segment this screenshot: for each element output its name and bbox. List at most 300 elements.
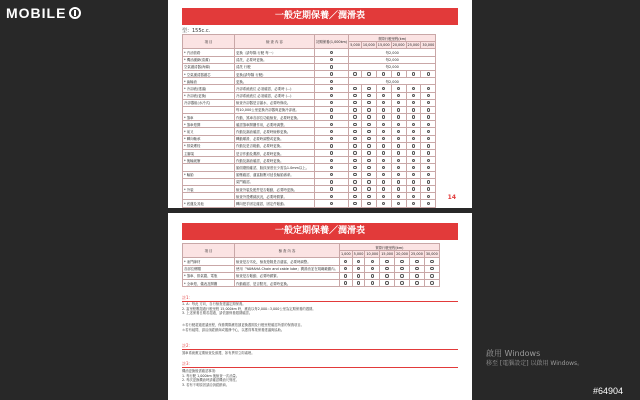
row-item: * 煞車、排氣閥、電瓶 <box>183 272 235 279</box>
check-circle-icon <box>371 274 374 277</box>
schedule-cell <box>421 99 436 106</box>
check-circle-icon <box>427 159 430 162</box>
check-circle-icon <box>330 180 333 183</box>
schedule-cell <box>361 157 376 164</box>
first-service-cell <box>315 70 349 77</box>
note3-line: 3. 若有不明原因請洽詢經銷商。 <box>182 382 230 387</box>
check-circle-icon <box>367 151 370 154</box>
schedule-cell <box>349 150 362 157</box>
row-item <box>183 164 235 171</box>
schedule-cell <box>424 272 439 279</box>
row-item: 各部位螺帽 <box>183 265 235 272</box>
check-circle-icon <box>382 94 385 97</box>
schedule-cell <box>421 128 436 135</box>
check-circle-icon <box>367 108 370 111</box>
check-circle-icon <box>397 137 400 140</box>
check-circle-icon <box>427 151 430 154</box>
schedule-cell <box>349 200 362 207</box>
check-circle-icon <box>353 94 356 97</box>
first-service-cell <box>315 150 349 157</box>
row-description: 更換。 <box>235 78 315 85</box>
row-item: * 冷卻液(建議) <box>183 85 235 92</box>
schedule-cell <box>352 272 365 279</box>
schedule-cell <box>376 128 391 135</box>
schedule-cell <box>361 128 376 135</box>
schedule-cell <box>391 185 406 192</box>
schedule-cell <box>380 279 395 286</box>
check-circle-icon <box>330 173 333 176</box>
table-row <box>183 258 440 265</box>
schedule-cell <box>391 193 406 200</box>
header-mileage: 10,000 <box>362 43 375 48</box>
check-circle-icon <box>330 195 333 198</box>
schedule-cell <box>339 265 352 272</box>
row-item: 主腳架 <box>183 150 235 157</box>
table-row <box>183 200 436 207</box>
check-circle-icon <box>357 260 360 263</box>
check-circle-icon <box>357 267 360 270</box>
first-service-cell <box>315 49 349 56</box>
check-circle-icon <box>353 173 356 176</box>
note3-body <box>182 369 458 387</box>
schedule-cell <box>421 200 436 207</box>
check-circle-icon <box>397 115 400 118</box>
table-row <box>183 178 436 185</box>
schedule-cell <box>421 171 436 178</box>
check-circle-icon <box>397 144 400 147</box>
table-row <box>183 279 440 286</box>
schedule-cell <box>421 178 436 185</box>
check-circle-icon <box>412 180 415 183</box>
check-circle-icon <box>382 180 385 183</box>
check-circle-icon <box>415 260 418 263</box>
check-circle-icon <box>353 144 356 147</box>
table-row <box>183 150 436 157</box>
table-row <box>183 135 436 142</box>
manual-page-15 <box>168 213 472 400</box>
table-row <box>183 193 436 200</box>
schedule-cell <box>349 70 362 77</box>
windows-activation-watermark: 啟用 Windows 移至 [電腦設定] 以啟用 Windows。 <box>486 349 584 367</box>
row-description: 作動及是否鬆動，必要時更換。 <box>235 142 315 149</box>
first-service-cell <box>315 106 349 113</box>
check-circle-icon <box>353 195 356 198</box>
schedule-cell <box>421 150 436 157</box>
first-service-cell <box>315 121 349 128</box>
row-item: * 齒輪油 <box>183 78 235 85</box>
schedule-cell <box>424 265 439 272</box>
row-item: * 機油濾網(清潔) <box>183 56 235 63</box>
check-circle-icon <box>427 115 430 118</box>
table-row <box>183 92 436 99</box>
check-circle-icon <box>367 180 370 183</box>
row-description: 冷卻系統液位 必須確認，必要時 (...) <box>235 85 315 92</box>
check-circle-icon <box>427 166 430 169</box>
check-circle-icon <box>397 159 400 162</box>
schedule-cell <box>349 85 362 92</box>
schedule-cell <box>395 258 410 265</box>
check-circle-icon <box>367 202 370 205</box>
check-circle-icon <box>353 72 356 75</box>
schedule-cell <box>361 142 376 149</box>
header-mileage: 15,000 <box>377 43 390 48</box>
header-mileage-group: 實際行駛里程(km) <box>349 35 436 42</box>
row-item: * 底盤及其他 <box>183 200 235 207</box>
check-circle-icon <box>330 137 333 140</box>
schedule-cell <box>421 85 436 92</box>
first-service-cell <box>315 178 349 185</box>
check-circle-icon <box>427 137 430 140</box>
row-item: * 煞車 <box>183 114 235 121</box>
check-circle-icon <box>400 260 403 263</box>
check-circle-icon <box>412 137 415 140</box>
check-circle-icon <box>330 123 333 126</box>
header-mileage: 15,000 <box>381 252 394 257</box>
check-circle-icon <box>353 87 356 90</box>
note3-line: 機油更換後需確認事項： <box>182 369 219 373</box>
schedule-cell <box>421 106 436 113</box>
first-service-cell <box>315 142 349 149</box>
check-circle-icon <box>330 51 333 54</box>
table-row <box>183 49 436 56</box>
schedule-cell <box>410 258 425 265</box>
check-circle-icon <box>382 87 385 90</box>
first-service-cell <box>315 164 349 171</box>
schedule-cell <box>376 150 391 157</box>
check-circle-icon <box>367 101 370 104</box>
check-circle-icon <box>385 260 388 263</box>
check-circle-icon <box>382 202 385 205</box>
check-circle-icon <box>330 101 333 104</box>
interval-cell: 每2,000 <box>349 49 436 56</box>
check-circle-icon <box>397 94 400 97</box>
header-mileage: 30,000 <box>422 43 435 48</box>
check-circle-icon <box>330 187 333 190</box>
check-circle-icon <box>344 281 347 284</box>
check-circle-icon <box>427 108 430 111</box>
check-circle-icon <box>353 166 356 169</box>
schedule-cell <box>361 164 376 171</box>
check-circle-icon <box>427 187 430 190</box>
check-circle-icon <box>382 166 385 169</box>
schedule-cell <box>391 121 406 128</box>
check-circle-icon <box>371 281 374 284</box>
note-star-line: ＊若行駛超過建議里程，保養間隔應依據更換週期及行駛里程確認所需的保養項目。 <box>182 323 304 327</box>
schedule-cell <box>421 157 436 164</box>
page-title-2: 一般定期保養／潤滑表 <box>182 223 458 240</box>
schedule-cell <box>421 185 436 192</box>
check-circle-icon <box>330 108 333 111</box>
row-description: 檢查外裝及配件是否鬆動，必要時更換。 <box>235 185 315 192</box>
schedule-cell <box>349 193 362 200</box>
schedule-cell <box>391 85 406 92</box>
schedule-cell <box>352 279 365 286</box>
check-circle-icon <box>353 187 356 190</box>
schedule-cell <box>376 99 391 106</box>
check-circle-icon <box>330 65 333 68</box>
schedule-cell <box>406 106 421 113</box>
first-service-cell <box>315 135 349 142</box>
schedule-cell <box>349 114 362 121</box>
schedule-cell <box>391 128 406 135</box>
manual-page-14 <box>168 0 472 208</box>
schedule-cell <box>376 106 391 113</box>
check-circle-icon <box>367 130 370 133</box>
schedule-cell <box>376 142 391 149</box>
row-item: * 後輪緩衝 <box>183 157 235 164</box>
schedule-cell <box>391 157 406 164</box>
interval-cell: 每2,000 <box>349 78 436 85</box>
row-description: 檢查外殼螺絲狀況，必要時鎖緊。 <box>235 193 315 200</box>
schedule-cell <box>349 128 362 135</box>
first-service-cell <box>315 200 349 207</box>
logo-mark-icon <box>69 7 81 19</box>
row-item <box>183 178 235 185</box>
schedule-cell <box>424 279 439 286</box>
schedule-cell <box>380 272 395 279</box>
check-circle-icon <box>427 101 430 104</box>
check-circle-icon <box>330 130 333 133</box>
check-circle-icon <box>412 87 415 90</box>
schedule-cell <box>391 200 406 207</box>
check-circle-icon <box>344 260 347 263</box>
check-circle-icon <box>382 159 385 162</box>
check-circle-icon <box>385 267 388 270</box>
header-mileage: 25,000 <box>407 43 420 48</box>
table-row <box>183 114 436 121</box>
row-description: 清洗，必要時更換。 <box>235 56 315 63</box>
schedule-cell <box>349 185 362 192</box>
row-description: 更換（請每隔 行駛 每一） <box>235 49 315 56</box>
schedule-cell <box>406 85 421 92</box>
schedule-cell <box>391 70 406 77</box>
check-circle-icon <box>367 159 370 162</box>
check-circle-icon <box>412 101 415 104</box>
check-circle-icon <box>397 123 400 126</box>
row-description: 檢查是否劣化，檢查遊隙是否適當，必要時調整。 <box>235 258 340 265</box>
schedule-cell <box>406 178 421 185</box>
first-service-cell <box>315 99 349 106</box>
schedule-cell <box>406 157 421 164</box>
table-row <box>183 99 436 106</box>
row-description: 作動確認，是否點亮，必要時更換。 <box>235 279 340 286</box>
schedule-cell <box>421 70 436 77</box>
row-description: 冷卻系統液位 必須確認，必要時 (...) <box>235 92 315 99</box>
row-description: 使用「YAMAHA Chain and cable lube」潤滑油並在規範範圍內。 <box>235 265 340 272</box>
header-mileage-group-2: 實際行駛里程(km) <box>339 244 439 251</box>
schedule-cell <box>406 200 421 207</box>
schedule-cell <box>406 135 421 142</box>
check-circle-icon <box>412 166 415 169</box>
check-circle-icon <box>412 144 415 147</box>
header-mileage: 10,000 <box>366 252 379 257</box>
check-circle-icon <box>367 187 370 190</box>
check-circle-icon <box>397 108 400 111</box>
schedule-cell <box>349 92 362 99</box>
schedule-cell <box>376 157 391 164</box>
row-item: * 輪胎 <box>183 171 235 178</box>
check-circle-icon <box>397 87 400 90</box>
check-circle-icon <box>427 202 430 205</box>
table-row <box>183 157 436 164</box>
check-circle-icon <box>382 187 385 190</box>
check-circle-icon <box>367 72 370 75</box>
row-description: 轉動順滑，必要時調整或更換。 <box>235 135 315 142</box>
note2-title: 註2： <box>182 343 458 350</box>
interval-cell: 每2,000 <box>349 56 436 63</box>
row-description: 每10,000公里更換冷卻器與更換冷卻液。 <box>235 106 315 113</box>
check-circle-icon <box>353 130 356 133</box>
maintenance-table <box>182 34 436 208</box>
row-item <box>183 106 235 113</box>
check-circle-icon <box>430 281 433 284</box>
schedule-cell <box>361 70 376 77</box>
schedule-cell <box>391 135 406 142</box>
check-circle-icon <box>400 274 403 277</box>
table-row <box>183 171 436 178</box>
header-mileage: 1,000 <box>340 252 351 257</box>
table-row <box>183 128 436 135</box>
check-circle-icon <box>382 173 385 176</box>
header-first-service: 初期保養(1,000km) <box>315 35 349 49</box>
header-mileage: 25,000 <box>411 252 423 257</box>
schedule-cell <box>352 258 365 265</box>
note-star <box>182 323 458 332</box>
first-service-cell <box>315 78 349 85</box>
row-description: 作動及漏油確認，必要時檢修更換。 <box>235 128 315 135</box>
check-circle-icon <box>385 281 388 284</box>
schedule-cell <box>349 157 362 164</box>
check-circle-icon <box>400 267 403 270</box>
check-circle-icon <box>412 159 415 162</box>
check-circle-icon <box>397 173 400 176</box>
schedule-cell <box>421 193 436 200</box>
check-circle-icon <box>412 151 415 154</box>
table-row <box>183 63 436 70</box>
row-description: 胎壓確認，適當胎壓可延長輪胎壽命。 <box>235 171 315 178</box>
table-row <box>183 85 436 92</box>
first-service-cell <box>315 185 349 192</box>
check-circle-icon <box>330 58 333 61</box>
check-circle-icon <box>430 267 433 270</box>
schedule-cell <box>349 99 362 106</box>
schedule-cell <box>361 193 376 200</box>
row-item: * 全車燈、儀表及開關 <box>183 279 235 286</box>
schedule-cell <box>391 92 406 99</box>
note1-title: 註1： <box>182 295 458 302</box>
table-row <box>183 164 436 171</box>
check-circle-icon <box>412 202 415 205</box>
row-description: 確認煞車開關作用，必要時調整。 <box>235 121 315 128</box>
row-description: 氣門確認。 <box>235 178 315 185</box>
note2-body: 煞車系統應定期檢查及維護，如有異常立即處理。 <box>182 351 255 355</box>
check-circle-icon <box>412 115 415 118</box>
schedule-cell <box>349 106 362 113</box>
check-circle-icon <box>367 137 370 140</box>
schedule-cell <box>376 185 391 192</box>
row-item: * 冷卻液(更換) <box>183 92 235 99</box>
note3-title: 註3： <box>182 361 458 368</box>
row-description: 作動及漏油確認，必要時更換。 <box>235 157 315 164</box>
schedule-cell <box>421 121 436 128</box>
schedule-cell <box>349 135 362 142</box>
check-circle-icon <box>412 123 415 126</box>
schedule-cell <box>391 150 406 157</box>
schedule-cell <box>365 265 380 272</box>
note3-line: 2. 每次更換機油時請確認機油尺刻度。 <box>182 378 239 383</box>
header-item-2: 項 目 <box>183 244 235 258</box>
schedule-cell <box>361 92 376 99</box>
schedule-cell <box>406 92 421 99</box>
check-circle-icon <box>353 137 356 140</box>
schedule-cell <box>376 171 391 178</box>
check-circle-icon <box>412 130 415 133</box>
note1-line: 1. A：每此 方向，自行檢查建議定期保養。 <box>182 302 246 306</box>
row-item: 空氣濾清器(海綿) <box>183 63 235 70</box>
row-description: 檢查是否鬆動，必要時鎖緊。 <box>235 272 340 279</box>
schedule-cell <box>391 171 406 178</box>
check-circle-icon <box>382 108 385 111</box>
check-circle-icon <box>427 123 430 126</box>
row-item: * 汽油管路 <box>183 49 235 56</box>
schedule-cell <box>376 164 391 171</box>
check-circle-icon <box>330 87 333 90</box>
schedule-cell <box>406 114 421 121</box>
check-circle-icon <box>430 260 433 263</box>
check-circle-icon <box>400 281 403 284</box>
schedule-cell <box>410 279 425 286</box>
schedule-cell <box>361 106 376 113</box>
schedule-cell <box>391 164 406 171</box>
check-circle-icon <box>367 115 370 118</box>
check-circle-icon <box>382 115 385 118</box>
row-item: * 空氣濾清器濾芯 <box>183 70 235 77</box>
check-circle-icon <box>427 180 430 183</box>
schedule-cell <box>361 200 376 207</box>
check-circle-icon <box>427 87 430 90</box>
schedule-cell <box>376 114 391 121</box>
first-service-cell <box>315 193 349 200</box>
schedule-cell <box>391 99 406 106</box>
schedule-cell <box>421 142 436 149</box>
schedule-cell <box>361 185 376 192</box>
table-row <box>183 70 436 77</box>
check-circle-icon <box>397 202 400 205</box>
schedule-cell <box>349 178 362 185</box>
check-circle-icon <box>415 281 418 284</box>
schedule-cell <box>391 142 406 149</box>
check-circle-icon <box>412 94 415 97</box>
check-circle-icon <box>367 94 370 97</box>
check-circle-icon <box>367 173 370 176</box>
schedule-cell <box>406 70 421 77</box>
page-number: 14 <box>447 194 456 201</box>
schedule-cell <box>391 106 406 113</box>
note1-line: 2. 當里程數超過行駛里程 15,000km 時，應改以每2,000∼3,000公里為定期保養的週期。 <box>182 306 316 311</box>
table-row <box>183 265 440 272</box>
check-circle-icon <box>353 108 356 111</box>
check-circle-icon <box>382 151 385 154</box>
check-circle-icon <box>412 108 415 111</box>
check-circle-icon <box>385 274 388 277</box>
check-circle-icon <box>330 151 333 154</box>
note-star-line: ＊若有疑問，請洽詢經銷商或服務中心，以獲得專業保養建議與協助。 <box>182 327 285 332</box>
check-circle-icon <box>397 180 400 183</box>
schedule-cell <box>361 135 376 142</box>
schedule-cell <box>406 185 421 192</box>
table-row <box>183 185 436 192</box>
check-circle-icon <box>371 267 374 270</box>
